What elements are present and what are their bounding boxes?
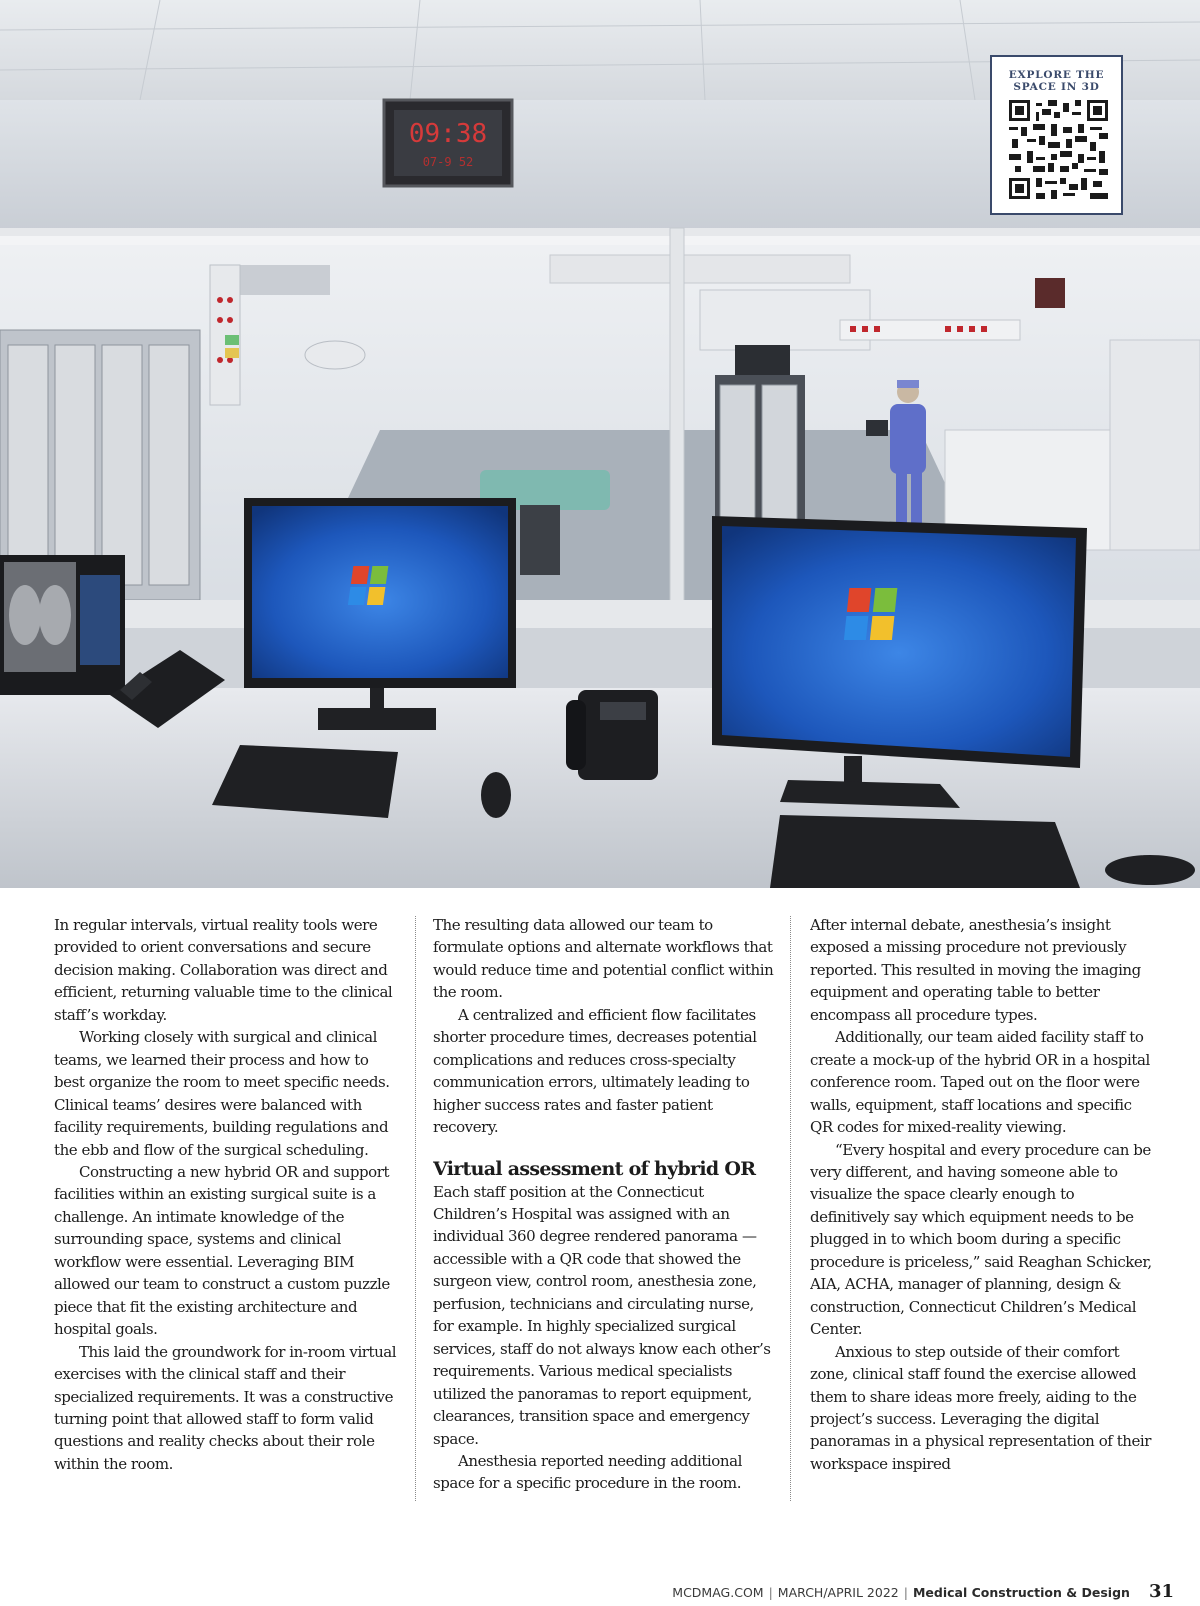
paragraph: Additionally, our team aided facility staff to create a mock-up of the hybrid OR in a hospital conference room. Taped out on the floor were walls, equipment, staff locations and specific QR codes for mixed-reality viewing. <box>810 1028 1150 1137</box>
xray-viewer-monitor <box>0 555 125 695</box>
page-footer <box>672 1581 1174 1603</box>
footer-issue: MARCH/APRIL 2022 <box>777 1585 899 1600</box>
keyboard-left-icon <box>212 745 398 818</box>
svg-text:07-9 52: 07-9 52 <box>422 155 474 169</box>
svg-text:09:38: 09:38 <box>408 119 488 149</box>
paragraph: The resulting data allowed our team to formulate options and alternate workflows that would reduce time and potential conflict within the room. <box>433 916 774 1002</box>
qr-code-icon[interactable] <box>1009 100 1108 199</box>
qr-box-label: EXPLORE THE SPACE IN 3D <box>1008 69 1105 93</box>
section-subhead: Virtual assessment of hybrid OR <box>433 1157 756 1180</box>
footer-separator: | <box>903 1585 908 1600</box>
paragraph: After internal debate, anesthesia’s insight exposed a missing procedure not previously reported. This resulted in moving the imaging equipment and operating table to better encompass all procedure types. <box>810 916 1141 1024</box>
explore-3d-qr-box[interactable] <box>990 55 1123 215</box>
paragraph: Anxious to step outside of their comfort zone, clinical staff found the exercise allowed them to share ideas more freely, aiding to the project’s success. Leveraging the digital panoramas in a physical representation of their workspace inspired <box>810 1342 1151 1473</box>
desk-phone-center-icon <box>566 690 658 780</box>
mouse-icon <box>481 772 511 818</box>
page-number: 31 <box>1148 1581 1174 1602</box>
footer-separator: | <box>768 1585 773 1600</box>
paragraph: “Every hospital and every procedure can be very different, and having someone able to visualize the space clearly enough to definitively say which equipment needs to be plugged in to which boom during a specific procedure is priceless,” said Reaghan Schicker, AIA, ACHA, manager of planning, design & construction, Connecticut Children’s Medical Center. <box>810 1140 1152 1339</box>
footer-site[interactable]: MCDMAG.COM <box>672 1585 764 1600</box>
column-divider <box>415 916 416 1501</box>
paragraph: Anesthesia reported needing additional space for a specific procedure in the room. <box>433 1451 742 1493</box>
paragraph: This laid the groundwork for in-room virtual exercises with the clinical staff and their specialized requirements. It was a constructive turning point that allowed staff to form valid questions and reality checks about their role within the room. <box>54 1342 397 1473</box>
article-column-3 <box>810 914 1155 1504</box>
article-column-2 <box>433 914 778 1504</box>
footer-publication: Medical Construction & Design <box>912 1585 1130 1600</box>
wall-clock-icon <box>384 100 512 186</box>
paragraph: Each staff position at the Connecticut Children’s Hospital was assigned with an individual 360 degree rendered panorama — accessible with a QR code that showed the surgeon view, control room, anesthesia zone, perfusion, technicians and circulating nurse, for example. In highly specialized surgical services, staff do not always know each other’s requirements. Various medical specialists utilized the panoramas to report equipment, clearances, transition space and emergency space. <box>433 1182 771 1448</box>
article-column-1 <box>54 914 399 1504</box>
keyboard-right-icon <box>770 815 1080 888</box>
paragraph: Working closely with surgical and clinical teams, we learned their process and how to best organize the room to meet specific needs. Clinical teams’ desires were balanced with facility requirements, building regulations and the ebb and flow of the surgical scheduling. <box>54 1028 390 1159</box>
paragraph: Constructing a new hybrid OR and support facilities within an existing surgical suite is a challenge. An intimate knowledge of the surrounding space, systems and clinical workflow were essential. Leveraging BIM allowed our team to construct a custom puzzle piece that fit the existing architecture and hospital goals. <box>54 1162 390 1339</box>
paragraph: In regular intervals, virtual reality tools were provided to orient conversations and secure decision making. Collaboration was direct and efficient, returning valuable time to the clinical staff’s workday. <box>54 916 393 1024</box>
column-divider <box>790 916 791 1501</box>
paragraph: A centralized and efficient flow facilitates shorter procedure times, decreases potential complications and reduces cross-specialty communication errors, ultimately leading to higher success rates and faster patient recovery. <box>433 1005 757 1137</box>
